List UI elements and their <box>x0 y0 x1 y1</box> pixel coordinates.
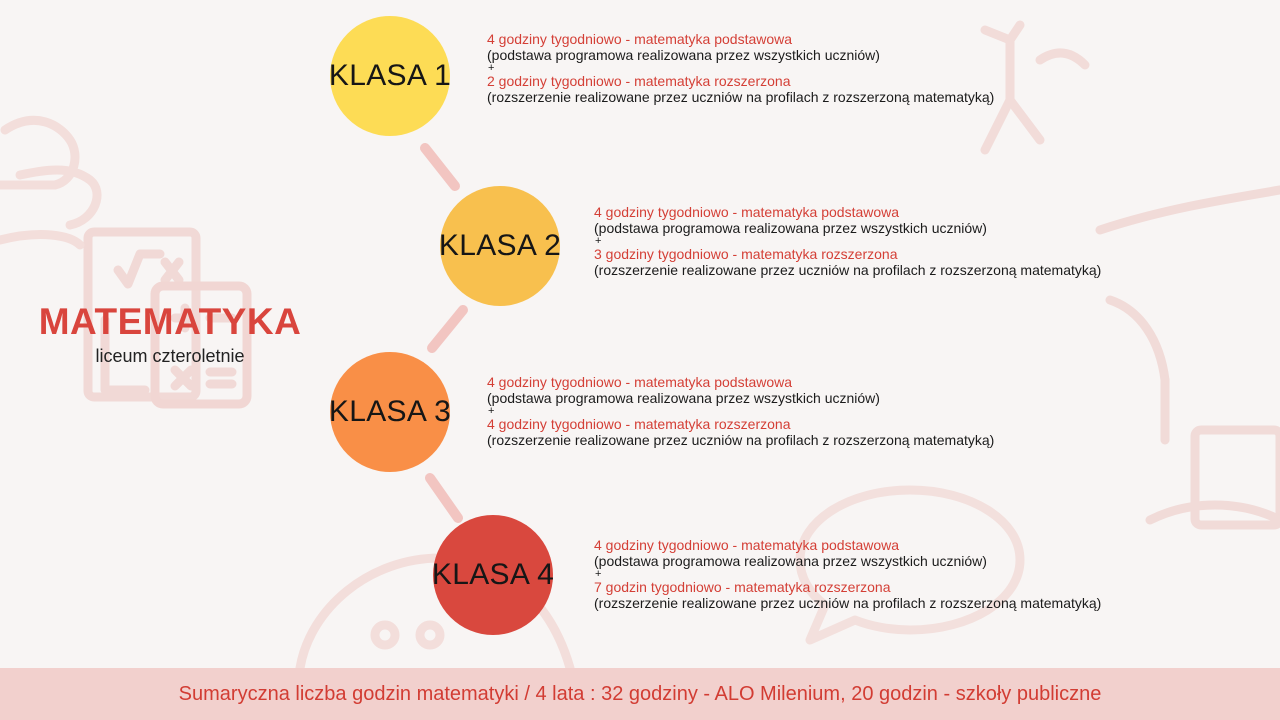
klasa-3-extended: 4 godziny tygodniowo - matematyka rozszerzona <box>487 416 791 432</box>
klasa-3-basic-note: (podstawa programowa realizowana przez wszystkich uczniów) <box>487 389 880 406</box>
klasa-2-basic: 4 godziny tygodniowo - matematyka podstawowa <box>594 204 900 220</box>
summary-footer <box>0 668 1280 720</box>
klasa-1-label: KLASA 1 <box>328 59 452 92</box>
klasa-3-basic: 4 godziny tygodniowo - matematyka podstawowa <box>487 374 793 390</box>
klasa-4-plus: + <box>595 568 602 580</box>
klasa-4-circle <box>433 515 553 635</box>
klasa-1-extended: 2 godziny tygodniowo - matematyka rozszerzona <box>487 73 791 89</box>
klasa-2-info <box>594 205 1101 278</box>
page-subtitle: liceum czteroletnie <box>95 346 245 366</box>
connector-1-2 <box>425 148 455 186</box>
klasa-3-label: KLASA 3 <box>328 395 452 428</box>
klasa-2-basic-note: (podstawa programowa realizowana przez wszystkich uczniów) <box>594 219 987 236</box>
klasa-1-basic: 4 godziny tygodniowo - matematyka podstawowa <box>487 31 793 47</box>
klasa-3-plus: + <box>488 405 495 417</box>
klasa-1-info <box>487 32 994 105</box>
klasa-4-info <box>594 538 1101 611</box>
klasa-1-basic-note: (podstawa programowa realizowana przez wszystkich uczniów) <box>487 46 880 63</box>
title-block <box>20 300 320 367</box>
connector-2-3 <box>432 310 463 348</box>
klasa-2-extended: 3 godziny tygodniowo - matematyka rozszerzona <box>594 246 898 262</box>
klasa-4-basic-note: (podstawa programowa realizowana przez wszystkich uczniów) <box>594 552 987 569</box>
page-title: MATEMATYKA <box>38 301 302 342</box>
connector-3-4 <box>430 478 458 518</box>
klasa-4-label: KLASA 4 <box>431 558 555 591</box>
klasa-3-extended-note: (rozszerzenie realizowane przez uczniów na profilach z rozszerzoną matematyką) <box>487 431 995 448</box>
klasa-1-circle <box>330 16 450 136</box>
klasa-1-extended-note: (rozszerzenie realizowane przez uczniów na profilach z rozszerzoną matematyką) <box>487 88 995 105</box>
klasa-2-label: KLASA 2 <box>438 229 562 262</box>
klasa-3-info <box>487 375 994 448</box>
summary-text: Sumaryczna liczba godzin matematyki / 4 lata : 32 godziny - ALO Milenium, 20 godzin - szkoły publiczne <box>178 682 1102 705</box>
klasa-4-basic: 4 godziny tygodniowo - matematyka podstawowa <box>594 537 900 553</box>
klasa-4-extended-note: (rozszerzenie realizowane przez uczniów na profilach z rozszerzoną matematyką) <box>594 594 1102 611</box>
klasa-2-plus: + <box>595 235 602 247</box>
klasa-2-extended-note: (rozszerzenie realizowane przez uczniów na profilach z rozszerzoną matematyką) <box>594 261 1102 278</box>
klasa-4-extended: 7 godzin tygodniowo - matematyka rozszerzona <box>594 579 891 595</box>
klasa-1-plus: + <box>488 62 495 74</box>
klasa-2-circle <box>440 186 560 306</box>
klasa-3-circle <box>330 352 450 472</box>
